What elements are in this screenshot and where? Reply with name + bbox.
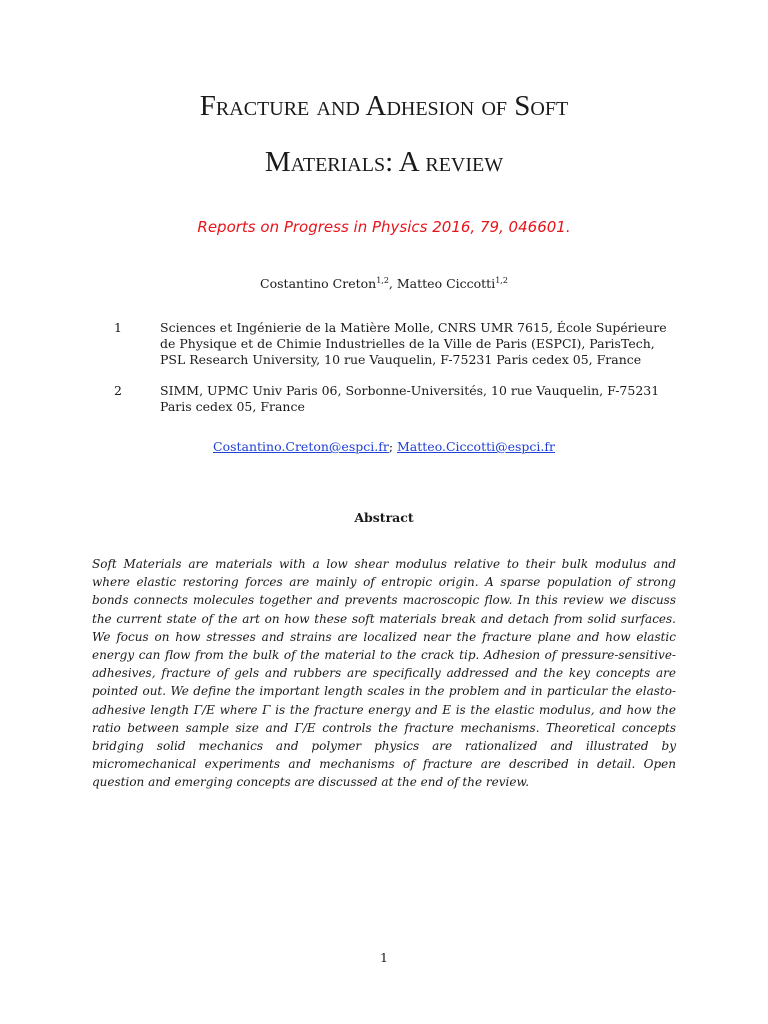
abstract-heading: Abstract [354,510,414,525]
affiliation-text: Sciences et Ingénierie de la Matière Molle, CNRS UMR 7615, École Supérieure de Physique et de Chimie Industrielles de la Ville de Paris (ESPCI), ParisTech, PSL Research University, 10 rue Vauquelin, F-75231 Paris cedex 05, France [160,320,667,367]
page-number: 1 [380,950,388,965]
email-separator: ; [388,439,397,454]
abstract-body: Soft Materials are materials with a low shear modulus relative to their bulk modulus and where elastic restoring forces are mainly of entropic origin. A sparse population of strong bonds connects molecules together and prevents macroscopic flow. In this review we discuss the current state of the art on how these soft materials break and detach from solid surfaces. We focus on how stresses and strains are localized near the fracture plane and how elastic energy can flow from the bulk of the material to the crack tip. Adhesion of pressure-sensitive-adhesives, fracture of gels and rubbers are specifically addressed and the key concepts are pointed out. We define the important length scales in the problem and in particular the elasto-adhesive length Γ/E where Γ is the fracture energy and E is the elastic modulus, and how the ratio between sample size and Γ/E controls the fracture mechanisms. Theoretical concepts bridging solid mechanics and polymer physics are rationalized and illustrated by micromechanical experiments and mechanisms of fracture are described in detail. Open question and emerging concepts are discussed at the end of the review. [92,557,676,790]
email-link-ciccotti[interactable]: Matteo.Ciccotti@espci.fr [397,439,555,454]
author-list: Costantino Creton$^{1,2}$, Matteo Ciccotti$^{1,2}$ [260,276,508,292]
author-affiliation-mark: 1,2 [376,276,389,285]
paper-title-line-2: Materials: A review [264,146,504,178]
author-name: Matteo Ciccotti [396,276,496,292]
contact-emails [0,439,768,454]
paper-title-line-1: Fracture and Adhesion of Soft [199,90,569,122]
affiliation-number: 1 [114,320,122,335]
email-link-creton[interactable]: Costantino.Creton@espci.fr [213,439,389,454]
affiliation-text: SIMM, UPMC Univ Paris 06, Sorbonne-Universités, 10 rue Vauquelin, F-75231 Paris cedex 05, France [160,383,660,414]
author-affiliation-mark: 1,2 [495,276,508,285]
journal-reference: Reports on Progress in Physics 2016, 79, 046601. [197,218,571,236]
author-name: Costantino Creton [260,276,377,292]
affiliation-number: 2 [114,383,122,398]
